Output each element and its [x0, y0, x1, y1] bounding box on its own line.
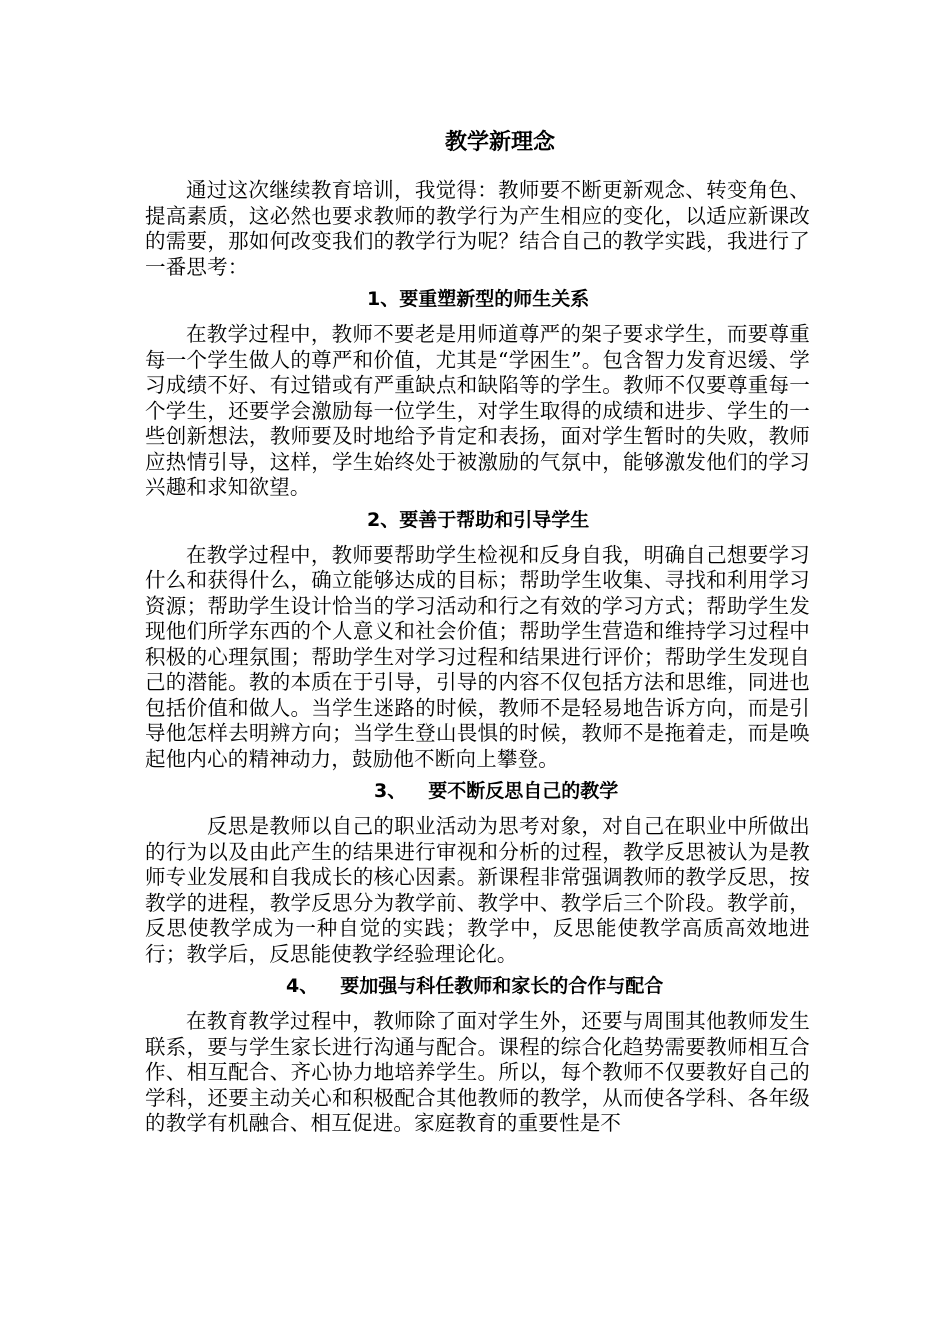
section-3-body: 反思是教师以自己的职业活动为思考对象，对自己在职业中所做出的行为以及由此产生的结果进行审视和分析的过程，教学反思被认为是教师专业发展和自我成长的核心因素。新课程非常强调教师的教学反思，按教学的进程，教学反思分为教学前、教学中、教学后三个阶段。教学前，反思使教学成为一种自觉的实践；教学中，反思能使教学高质高效地进行；教学后，反思能使教学经验理论化。: [145, 814, 810, 966]
section-3-heading: [145, 778, 810, 804]
section-2-number: 2、: [367, 508, 400, 531]
section-4-title: 要加强与科任教师和家长的合作与配合: [340, 975, 664, 997]
section-4-heading: [145, 973, 810, 999]
document-title: 教学新理念: [444, 130, 555, 155]
section-4-body: 在教育教学过程中，教师除了面对学生外，还要与周围其他教师发生联系，要与学生家长进行沟通与配合。课程的综合化趋势需要教师相互合作、相互配合、齐心协力地培养学生。所以，每个教师不仅要教好自己的学科，还要主动关心和积极配合其他教师的教学，从而使各学科、各年级的教学有机融合、相互促进。家庭教育的重要性是不: [145, 1009, 810, 1135]
section-2-body: 在教学过程中，教师要帮助学生检视和反身自我，明确自己想要学习什么和获得什么，确立能够达成的目标；帮助学生收集、寻找和利用学习资源；帮助学生设计恰当的学习活动和行之有效的学习方式；帮助学生发现他们所学东西的个人意义和社会价值；帮助学生营造和维持学习过程中积极的心理氛围；帮助学生对学习过程和结果进行评价；帮助学生发现自己的潜能。教的本质在于引导，引导的内容不仅包括方法和思维，同进也包括价值和做人。当学生迷路的时候，教师不是轻易地告诉方向，而是引导他怎样去明辨方向；当学生登山畏惧的时候，教师不是拖着走，而是唤起他内心的精神动力，鼓励他不断向上攀登。: [145, 542, 810, 771]
section-2-title: 要善于帮助和引导学生: [399, 508, 590, 531]
section-3-number: 3、: [374, 780, 407, 802]
document-page: [145, 128, 810, 1137]
section-1-title: 要重塑新型的师生关系: [399, 288, 590, 310]
section-3-title: 要不断反思自己的教学: [428, 780, 619, 802]
section-1-heading: [145, 286, 810, 312]
section-4-number: 4、: [286, 975, 319, 997]
intro-paragraph: 通过这次继续教育培训，我觉得：教师要不断更新观念、转变角色、提高素质，这必然也要求教师的教学行为产生相应的变化，以适应新课改的需要，那如何改变我们的教学行为呢？结合自己的教学实践，我进行了一番思考：: [145, 178, 810, 279]
section-1-number: 1、: [367, 288, 400, 310]
section-1-body: 在教学过程中，教师不要老是用师道尊严的架子要求学生，而要尊重每一个学生做人的尊严和价值，尤其是“学困生”。包含智力发育迟缓、学习成绩不好、有过错或有严重缺点和缺陷等的学生。教师不仅要尊重每一个学生，还要学会激励每一位学生，对学生取得的成绩和进步、学生的一些创新想法，教师要及时地给予肯定和表扬，面对学生暂时的失败，教师应热情引导，这样，学生始终处于被激励的气氛中，能够激发他们的学习兴趣和求知欲望。: [145, 322, 810, 499]
section-2-heading: [145, 507, 810, 533]
